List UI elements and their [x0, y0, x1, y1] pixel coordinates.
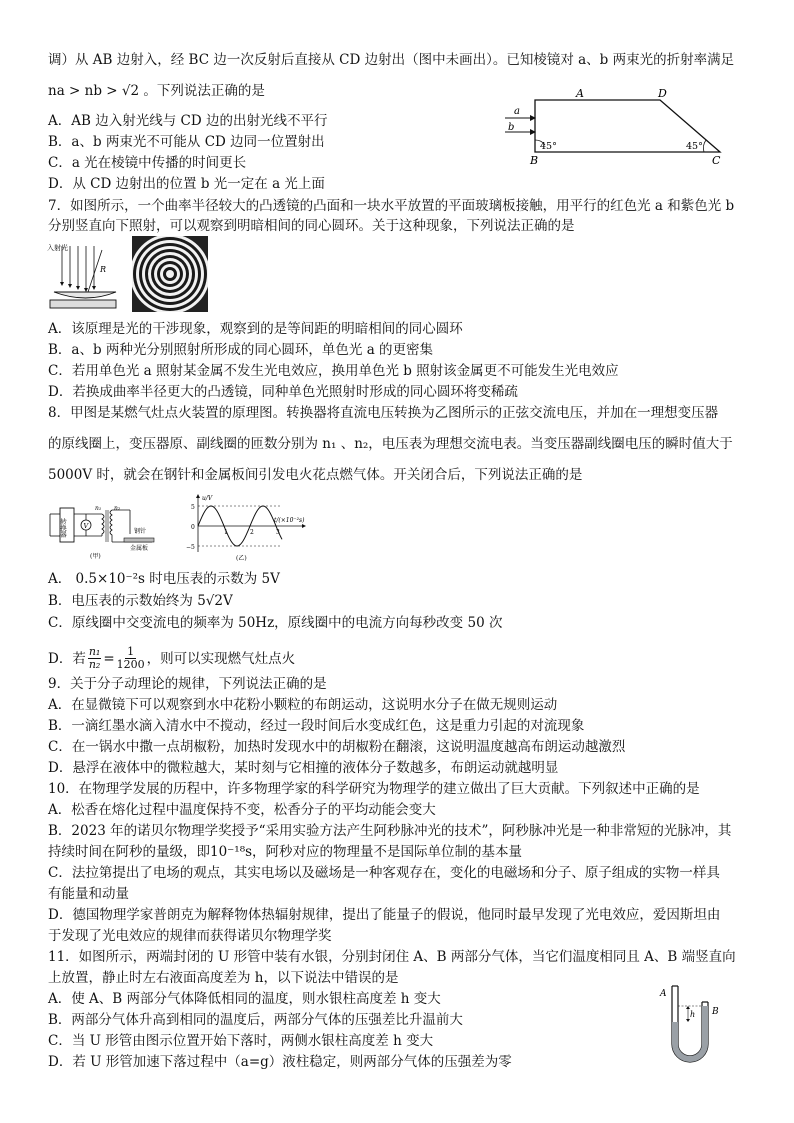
angle-c-label: 45° [686, 141, 703, 152]
q10-line-d2: 于发现了光电效应的规律而获得诺贝尔物理学奖 [48, 928, 332, 944]
newton-rings-figure [132, 236, 208, 312]
ray-b-label: b [508, 122, 515, 133]
u-axis-label: u/V [202, 495, 213, 502]
ray-a-label: a [514, 106, 520, 117]
primary-coil [102, 514, 104, 536]
voltage-wave-chart [182, 492, 322, 562]
figure-jia-caption: (甲) [90, 553, 101, 560]
incident-light-text: 入射光 [47, 244, 68, 252]
q11-option-d: D．若 U 形管加速下落过程中（a=g）液柱稳定，则两部分气体的压强差为零 [48, 1054, 512, 1070]
voltmeter-label: V [83, 522, 89, 530]
radius-label: R [100, 265, 107, 274]
u-tube-figure [654, 980, 734, 1068]
vertex-d-label: D [658, 87, 667, 100]
q9-option-c: C．在一锅水中撒一点胡椒粉，加热时发现水中的胡椒粉在翻滚，这说明温度越高布朗运动越激烈 [48, 739, 626, 755]
q7-stem-line-2: 分别竖直向下照射，可以观察到明暗相间的同心圆环。关于这种现象，下列说法正确的是 [48, 218, 575, 234]
q11-stem-line-2: 上放置，静止时左右液面高度差为 h，以下说法中错误的是 [48, 970, 399, 986]
convex-lens [54, 292, 116, 298]
q8-option-d [48, 646, 295, 671]
height-h-label: h [690, 1010, 696, 1019]
gas-a-label: A [660, 989, 667, 999]
q10-line-a: A．松香在熔化过程中温度保持不变，松香分子的平均动能会变大 [48, 802, 436, 818]
q6-stem-line-2: na > nb > √2 。下列说法正确的是 [48, 83, 265, 99]
q11-stem-line-1: 11．如图所示，两端封闭的 U 形管中装有水银，分别封闭住 A、B 两部分气体，当它们温度相同且 A、B 端竖直向 [48, 949, 736, 965]
ratio-value-numerator: 1 [127, 645, 135, 658]
u-tube-inner [678, 986, 702, 1056]
q10-line-d1: D．德国物理学家普朗克为解释物体热辐射规律，提出了能量子的假说，他同时最早发现了光电效应，爱因斯坦由 [48, 907, 721, 923]
lens-figure [46, 240, 121, 315]
vertex-c-label: C [712, 154, 721, 167]
ratio-denominator: n₂ [88, 658, 101, 671]
q8-stem-line-3: 5000V 时，就会在钢针和金属板间引发电火花点燃气体。开关闭合后，下列说法正确的是 [48, 467, 583, 483]
vertex-b-label: B [530, 154, 539, 167]
tick-3: 3 [276, 529, 280, 536]
q8-option-b: B．电压表的示数始终为 5√2V [48, 593, 233, 609]
gas-b-label: B [712, 1007, 719, 1017]
incident-light-label [47, 243, 68, 252]
q8-stem-line-1: 8．甲图是某燃气灶点火装置的原理图。转换器将直流电压转换为乙图所示的正弦交流电压，并加在一理想变压器 [48, 405, 719, 421]
ignition-circuit-figure [46, 500, 172, 562]
glass-plate [50, 300, 116, 308]
metal-plate [124, 538, 154, 542]
ratio-value-fraction [117, 646, 145, 671]
q9-stem: 9．关于分子动理论的规律，下列说法正确的是 [48, 676, 327, 692]
q10-line-b1: B．2023 年的诺贝尔物理学奖授予“采用实验方法产生阿秒脉冲光的技术”，阿秒脉冲光是一种非常短的光脉冲，其 [48, 823, 732, 839]
q10-line-c1: C．法拉第提出了电场的观点，其实电场以及磁场是一种客观存在，变化的电磁场和分子、原子组成的实物一样具 [48, 865, 720, 881]
turns-ratio-fraction [88, 646, 102, 671]
ratio-equals: = [103, 650, 115, 667]
converter-label: 转换器 [59, 518, 67, 538]
q11-option-c: C．当 U 形管由图示位置开始下落时，两侧水银柱高度差 h 变大 [48, 1033, 434, 1049]
vertex-a-label: A [576, 87, 584, 100]
tick-minus-5: −5 [186, 544, 195, 551]
tick-1: 1 [224, 529, 228, 536]
q8-option-a: A． 0.5×10⁻²s 时电压表的示数为 5V [48, 571, 280, 587]
q7-option-c: C．若用单色光 a 照射某金属不发生光电效应，换用单色光 b 照射该金属更不可能发生光电效应 [48, 363, 619, 379]
q10-line-b2: 持续时间在阿秒的量级，即10⁻¹⁸s，阿秒对应的物理量不是国际单位制的基本量 [48, 844, 523, 860]
ratio-numerator: n₁ [88, 645, 101, 658]
q6-option-c: C．a 光在棱镜中传播的时间更长 [48, 155, 247, 171]
q9-option-a: A．在显微镜下可以观察到水中花粉小颗粒的布朗运动，这说明水分子在做无规则运动 [48, 697, 558, 713]
q7-option-b: B．a、b 两种光分别照射所形成的同心圆环，单色光 a 的更密集 [48, 342, 434, 358]
q8-option-c: C．原线圈中交变流电的频率为 50Hz，原线圈中的电流方向每秒改变 50 次 [48, 615, 503, 631]
newton-rings [132, 236, 208, 312]
tick-5: 5 [191, 504, 195, 511]
tick-2: 2 [250, 529, 254, 536]
needle-label: 钢针 [134, 528, 147, 535]
q10-stem: 10．在物理学发展的历程中，许多物理学家的科学研究为物理学的建立做出了巨大贡献。下列叙述中正确的是 [48, 781, 700, 797]
q8-stem-line-2: 的原线圈上，变压器原、副线圈的匝数分别为 n₁ 、n₂，电压表为理想交流电表。当变压器副线圈电压的瞬时值大于 [48, 436, 733, 452]
q6-option-a: A．AB 边入射光线与 CD 边的出射光线不平行 [48, 113, 328, 129]
q7-option-d: D．若换成曲率半径更大的凸透镜，同种单色光照射时形成的同心圆环将变稀疏 [48, 384, 518, 400]
secondary-coil [110, 510, 112, 542]
q9-option-d: D．悬浮在液体中的微粒越大，某时刻与它相撞的液体分子数越多，布朗运动就越明显 [48, 760, 559, 776]
q11-option-b: B．两部分气体升高到相同的温度后，两部分气体的压强差比升温前大 [48, 1012, 463, 1028]
ratio-value-denominator: 1200 [116, 658, 145, 671]
figure-yi-caption: (乙) [236, 555, 247, 562]
t-axis-label: t/(×10⁻²s) [274, 517, 305, 524]
q8-option-d-suffix: ，则可以实现燃气灶点火 [146, 650, 296, 667]
ring [166, 270, 174, 278]
q8-option-d-prefix: D．若 [48, 650, 86, 667]
q11-option-a: A．使 A、B 两部分气体降低相同的温度，则水银柱高度差 h 变大 [48, 991, 441, 1007]
q6-option-d: D．从 CD 边射出的位置 b 光一定在 a 光上面 [48, 176, 325, 192]
q10-line-c2: 有能量和动量 [48, 886, 129, 902]
n2-label: n₂ [114, 505, 121, 512]
n1-label: n₁ [95, 505, 102, 512]
q7-option-a: A．该原理是光的干涉现象，观察到的是等间距的明暗相间的同心圆环 [48, 321, 463, 337]
prism-figure [500, 86, 730, 168]
angle-b-label: 45° [540, 141, 557, 152]
q9-option-b: B．一滴红墨水滴入清水中不搅动，经过一段时间后水变成红色，这是重力引起的对流现象 [48, 718, 585, 734]
q7-stem-line-1: 7．如图所示，一个曲率半径较大的凸透镜的凸面和一块水平放置的平面玻璃板接触，用平行的红色光 a 和紫色光 b [48, 198, 735, 214]
tick-0: 0 [191, 524, 195, 531]
q6-option-b: B．a、b 两束光不可能从 CD 边同一位置射出 [48, 134, 325, 150]
plate-label: 金属板 [130, 545, 149, 552]
q6-stem-line-1: 调）从 AB 边射入，经 BC 边一次反射后直接从 CD 边射出（图中未画出）。已知棱镜对 a、b 两束光的折射率满足 [48, 52, 735, 68]
angle-c-arc [703, 140, 706, 152]
